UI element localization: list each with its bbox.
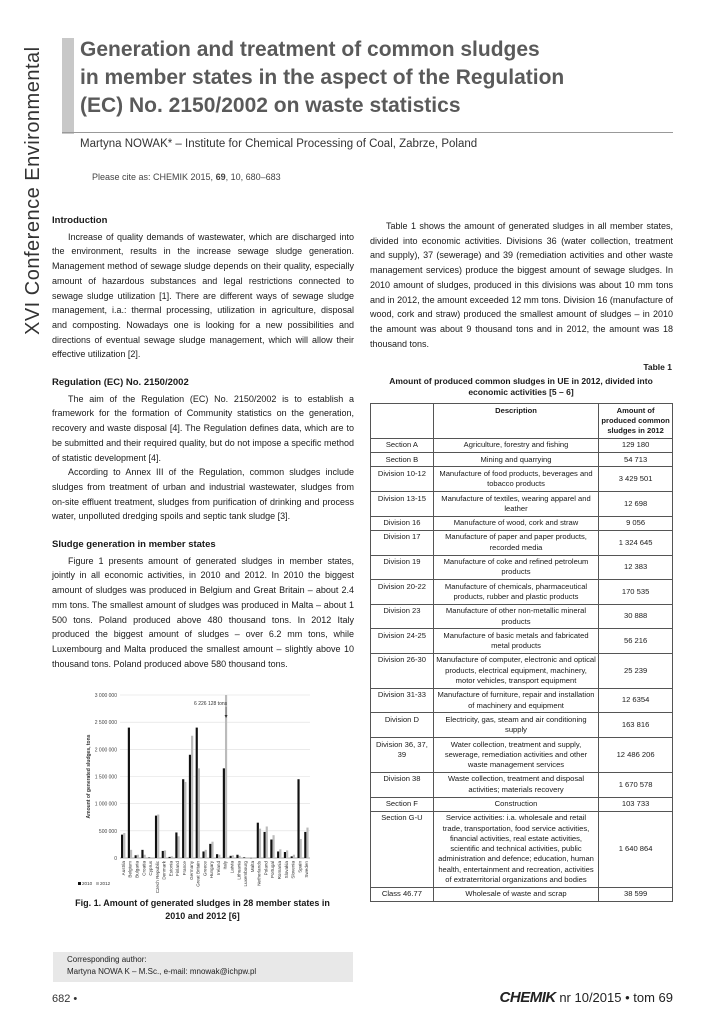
table-row: [371, 688, 673, 713]
x-tick-label: Cyprus: [148, 861, 154, 876]
row-amount: 1 670 578: [599, 772, 673, 797]
row-description: Wholesale of waste and scrap: [433, 887, 598, 901]
bar-2010: [162, 851, 164, 858]
row-amount: 1 640 864: [599, 811, 673, 887]
y-axis-label: Amount of generated sludges, tons: [86, 734, 92, 819]
bar-2012: [198, 768, 200, 858]
legend-label: 2010: [82, 881, 93, 886]
journal-logo: CHEMIK: [499, 989, 556, 1006]
bar-2010: [182, 779, 184, 858]
table-row: [371, 738, 673, 773]
bar-2012: [191, 736, 193, 858]
table-row: [371, 555, 673, 580]
corresponding-author-box: [53, 952, 353, 982]
bar-2010: [243, 857, 245, 858]
bar-2010: [297, 779, 299, 858]
x-tick-label: Poland: [263, 861, 269, 876]
generation-paragraph: Figure 1 presents amount of generated sludges in member states, jointly in all economic activities, in 2010 and 2012. In 2010 the biggest amount of sludges was produced in Belgium and Great Britain – about 2.4 mm tons. The smallest amount of sludges was produced in Malta – about 1 500 tons. Poland produced above 480 thousand tons. In 2012 Italy produced the biggest amount of sludges – over 6.2 mm tons, while Luxembourg and Malta produced the smallest amount – slightly above 10 thousand tons. Poland produced above 580 thousand tons.: [52, 555, 354, 669]
bar-2012: [211, 842, 213, 858]
table-label: Table 1: [643, 362, 672, 372]
row-code: Division 17: [371, 530, 434, 555]
row-amount: 129 180: [599, 438, 673, 452]
row-amount: 3 429 501: [599, 467, 673, 492]
bar-2012: [164, 850, 166, 858]
x-tick-label: Luxembourg: [243, 861, 249, 887]
bar-2010: [148, 857, 150, 858]
row-description: Manufacture of chemicals, pharmaceutical products, rubber and plastic products: [433, 580, 598, 605]
x-tick-label: Finland: [175, 861, 181, 877]
row-code: Division 26-30: [371, 653, 434, 688]
bar-2012: [239, 856, 241, 858]
y-tick-label: 3 000 000: [94, 693, 117, 699]
bar-2010: [230, 856, 232, 858]
conference-label: XVI Conference Environmental: [22, 46, 44, 335]
title-line: (EC) No. 2150/2002 on waste statistics: [80, 94, 461, 117]
x-tick-label: Slovakia: [283, 861, 289, 879]
bar-2010: [277, 851, 279, 858]
bar-2012: [293, 855, 295, 858]
legend-swatch: [96, 882, 99, 885]
bar-2012: [279, 849, 281, 858]
row-amount: 12 6354: [599, 688, 673, 713]
x-tick-label: Italy: [222, 861, 228, 870]
x-tick-label: Germany: [188, 861, 194, 880]
right-column: [370, 219, 673, 351]
row-code: Division 13-15: [371, 492, 434, 517]
row-description: Electricity, gas, steam and air conditioning supply: [433, 713, 598, 738]
y-tick-label: 0: [114, 856, 117, 862]
row-amount: 12 698: [599, 492, 673, 517]
row-description: Service activities: i.a. wholesale and retail trade, transportation, food service activities, financial activities, real estate activities, scientific and technical activities, public administration and defence; education, human health, entertainment and recreation, activities of extraterritorial organizations and bodies: [433, 811, 598, 887]
sludge-bar-chart: [50, 690, 355, 895]
table-header-cell: Amount of produced common sludges in 2012: [599, 404, 673, 439]
figure-caption: Fig. 1. Amount of generated sludges in 28 member states in 2010 and 2012 [6]: [75, 898, 330, 921]
x-tick-label: Slovenia: [290, 861, 296, 879]
x-tick-label: Denmark: [161, 861, 167, 880]
bar-2012: [184, 782, 186, 858]
x-tick-label: Great Britain: [195, 861, 201, 887]
article-title: [80, 36, 680, 120]
x-tick-label: Belgium: [127, 861, 133, 878]
y-tick-label: 500 000: [98, 828, 117, 835]
bar-2012: [286, 850, 288, 858]
row-description: Construction: [433, 797, 598, 811]
table-row: [371, 492, 673, 517]
row-amount: 30 888: [599, 604, 673, 629]
bar-2010: [135, 855, 137, 858]
row-description: Manufacture of other non-metallic mineral products: [433, 604, 598, 629]
bar-2012: [266, 826, 268, 858]
title-line: in member states in the aspect of the Regulation: [80, 66, 565, 89]
row-code: Section B: [371, 453, 434, 467]
row-description: Water collection, treatment and supply, sewerage, remediation activities and other waste management services: [433, 738, 598, 773]
bar-2012: [259, 829, 261, 858]
bar-2010: [257, 823, 259, 858]
bar-2012: [252, 857, 254, 858]
x-tick-label: Sweden: [304, 861, 310, 878]
table-header-cell: Description: [433, 404, 598, 439]
table-row: [371, 438, 673, 452]
bar-2012: [218, 855, 220, 858]
y-tick-label: 1 500 000: [94, 774, 117, 781]
table-row: [371, 713, 673, 738]
bar-2010: [236, 855, 238, 858]
bar-2010: [121, 835, 123, 858]
regulation-heading: Regulation (EC) No. 2150/2002: [52, 377, 189, 389]
y-tick-label: 2 500 000: [94, 720, 117, 727]
legend-swatch: [78, 882, 81, 885]
row-amount: 163 816: [599, 713, 673, 738]
title-accent: [62, 38, 74, 134]
issue-info: nr 10/2015 • tom 69: [555, 990, 673, 1005]
intro-paragraph: Increase of quality demands of wastewater, which are discharged into the environment, results in the increase sewage sludge generation. Management method of sewage sludge depends on their quality, especially amount of hazardous substances and legal restrictions connected to sewage sludge utilization [1]. There are different ways of sewage sludge management, i.a.: thermal processing, utilization in agriculture, disposal and composting. Nowadays one is looking for a new possibilities and directions of eventual sewage sludge management, which will allow their effective utilization [2].: [52, 231, 354, 360]
bar-2010: [196, 728, 198, 858]
row-description: Manufacture of textiles, wearing apparel and leather: [433, 492, 598, 517]
bar-2012: [123, 833, 125, 858]
corr-contact: Martyna NOWA K – M.Sc., e-mail: mnowak@ichpw.pl: [67, 967, 257, 976]
bar-2012: [130, 850, 132, 858]
row-code: Division 20-22: [371, 580, 434, 605]
bar-2010: [128, 728, 130, 858]
x-tick-label: Hungary: [209, 861, 215, 879]
x-tick-label: Malta: [249, 861, 255, 873]
row-amount: 38 599: [599, 887, 673, 901]
bar-2010: [216, 854, 218, 858]
left-column: [52, 214, 354, 671]
table-row: [371, 887, 673, 901]
table-intro-paragraph: Table 1 shows the amount of generated sludges in all member states, divided into economic activities. Divisions 36 (water collection, treatment and supply), 37 (sewerage) and 39 (remediation activities and other waste management services) produce the biggest amount of sewage sludges. In 2010 amount of sludges, produced in this divisions was about 10 mm tons and in 2012, the amount exceeded 12 mm tons. Division 16 (manufacture of wood, cork and straw) produced the smallest amount of sludges – in 2010 the amount was about 9 thousand tons and in 2012, the amount was 18 thousand tons.: [370, 221, 673, 349]
author-line: Martyna NOWAK* – Institute for Chemical Processing of Coal, Zabrze, Poland: [80, 138, 478, 150]
table-row: [371, 580, 673, 605]
x-tick-label: Croatia: [141, 861, 147, 876]
row-amount: 170 535: [599, 580, 673, 605]
generation-heading: Sludge generation in member states: [52, 539, 216, 551]
x-tick-label: Netherlands: [256, 861, 262, 886]
bar-2010: [169, 857, 171, 858]
table-row: [371, 772, 673, 797]
bar-2012: [300, 839, 302, 858]
bar-2012: [245, 857, 247, 858]
x-tick-label: France: [181, 861, 187, 876]
row-amount: 25 239: [599, 653, 673, 688]
y-tick-label: 1 000 000: [94, 801, 117, 808]
row-description: Waste collection, treatment and disposal activities; materials recovery: [433, 772, 598, 797]
x-tick-label: Lithuania: [236, 861, 242, 880]
bar-2012: [177, 836, 179, 858]
row-amount: 12 486 206: [599, 738, 673, 773]
bar-2012: [225, 695, 227, 858]
table-row: [371, 797, 673, 811]
row-code: Division 19: [371, 555, 434, 580]
bar-2010: [264, 832, 266, 858]
x-tick-label: Czech Republic: [154, 861, 160, 894]
bar-2010: [284, 852, 286, 858]
y-tick-label: 2 000 000: [94, 747, 117, 754]
row-code: Section F: [371, 797, 434, 811]
bar-2012: [157, 815, 159, 858]
title-line: Generation and treatment of common sludges: [80, 38, 540, 61]
row-description: Manufacture of paper and paper products, recorded media: [433, 530, 598, 555]
table-row: [371, 653, 673, 688]
header-divider: [62, 132, 673, 133]
row-description: Mining and quarrying: [433, 453, 598, 467]
table-title: Amount of produced common sludges in UE in 2012, divided into economic activities [5 – 6]: [389, 376, 653, 397]
x-tick-label: Spain: [297, 861, 303, 873]
row-code: Division D: [371, 713, 434, 738]
row-amount: 9 056: [599, 516, 673, 530]
bar-2012: [150, 857, 152, 858]
bar-2010: [291, 856, 293, 858]
row-code: Section G-U: [371, 811, 434, 887]
bar-2010: [223, 768, 225, 858]
bar-2012: [272, 835, 274, 858]
row-amount: 103 733: [599, 797, 673, 811]
table-row: [371, 811, 673, 887]
row-description: Manufacture of basic metals and fabricated metal products: [433, 629, 598, 654]
journal-footer: [500, 989, 673, 1006]
bar-2010: [189, 755, 191, 858]
row-code: Division 16: [371, 516, 434, 530]
bar-2012: [137, 855, 139, 858]
regulation-paragraph: The aim of the Regulation (EC) No. 2150/2002 is to establish a framework for the formation of Community statistics on the generation, recovery and waste disposal [4]. The Regulation defines data, which are to be submitted and their required quality, but do not impose a specific method of statistic development [4].: [52, 393, 354, 463]
table-header-cell: [371, 404, 434, 439]
bar-2010: [209, 844, 211, 858]
x-tick-label: Romania: [276, 861, 282, 880]
row-description: Manufacture of furniture, repair and installation of machinery and equipment: [433, 688, 598, 713]
x-tick-label: Greece: [202, 861, 208, 877]
x-tick-label: Estonia: [168, 861, 174, 877]
row-amount: 12 383: [599, 555, 673, 580]
row-code: Class 46.77: [371, 887, 434, 901]
table-row: [371, 629, 673, 654]
row-amount: 54 713: [599, 453, 673, 467]
row-description: Manufacture of wood, cork and straw: [433, 516, 598, 530]
bar-2010: [155, 816, 157, 858]
bar-2010: [202, 851, 204, 858]
row-amount: 56 216: [599, 629, 673, 654]
intro-heading: Introduction: [52, 215, 108, 226]
table-row: [371, 516, 673, 530]
x-tick-label: Latvia: [229, 861, 235, 874]
row-code: Section A: [371, 438, 434, 452]
side-band: [0, 0, 50, 1024]
table-row: [371, 453, 673, 467]
row-code: Division 24-25: [371, 629, 434, 654]
bar-2012: [306, 828, 308, 858]
bar-2012: [171, 856, 173, 858]
sludge-table: [370, 403, 673, 902]
x-tick-label: Austria: [120, 861, 126, 876]
row-description: Manufacture of coke and refined petroleum products: [433, 555, 598, 580]
bar-2012: [144, 855, 146, 858]
table-row: [371, 530, 673, 555]
corr-label: Corresponding author:: [67, 955, 147, 964]
bar-2010: [304, 832, 306, 858]
x-tick-label: Bulgaria: [134, 861, 140, 878]
row-amount: 1 324 645: [599, 530, 673, 555]
citation: Please cite as: CHEMIK 2015, 69, 10, 680–683: [92, 172, 281, 182]
row-code: Division 10-12: [371, 467, 434, 492]
row-code: Division 38: [371, 772, 434, 797]
table-row: [371, 604, 673, 629]
row-code: Division 36, 37, 39: [371, 738, 434, 773]
annotation: 6 226 128 tons: [194, 701, 228, 707]
bar-2010: [141, 850, 143, 858]
bar-2012: [232, 855, 234, 858]
page-number: 682 •: [52, 993, 78, 1005]
row-code: Division 23: [371, 604, 434, 629]
legend-label: 2012: [100, 881, 111, 886]
table-row: [371, 467, 673, 492]
bar-2010: [270, 840, 272, 858]
x-tick-label: Portugal: [270, 861, 276, 879]
row-code: Division 31-33: [371, 688, 434, 713]
row-description: Manufacture of computer, electronic and optical products, electrical equipment, machinery, motor vehicles, transport equipment: [433, 653, 598, 688]
bar-2010: [175, 832, 177, 858]
table-header-row: [371, 404, 673, 439]
x-tick-label: Ireland: [215, 861, 221, 876]
row-description: Agriculture, forestry and fishing: [433, 438, 598, 452]
bar-2012: [205, 850, 207, 858]
regulation-paragraph: According to Annex III of the Regulation, common sludges include sludges from treatment of urban and industrial wastewater, sludges from on-site effluent treatment, sludges from purification of drinking and process water, unpolluted dredging spoils and septic tank sludge [3].: [52, 467, 354, 522]
row-description: Manufacture of food products, beverages and tobacco products: [433, 467, 598, 492]
